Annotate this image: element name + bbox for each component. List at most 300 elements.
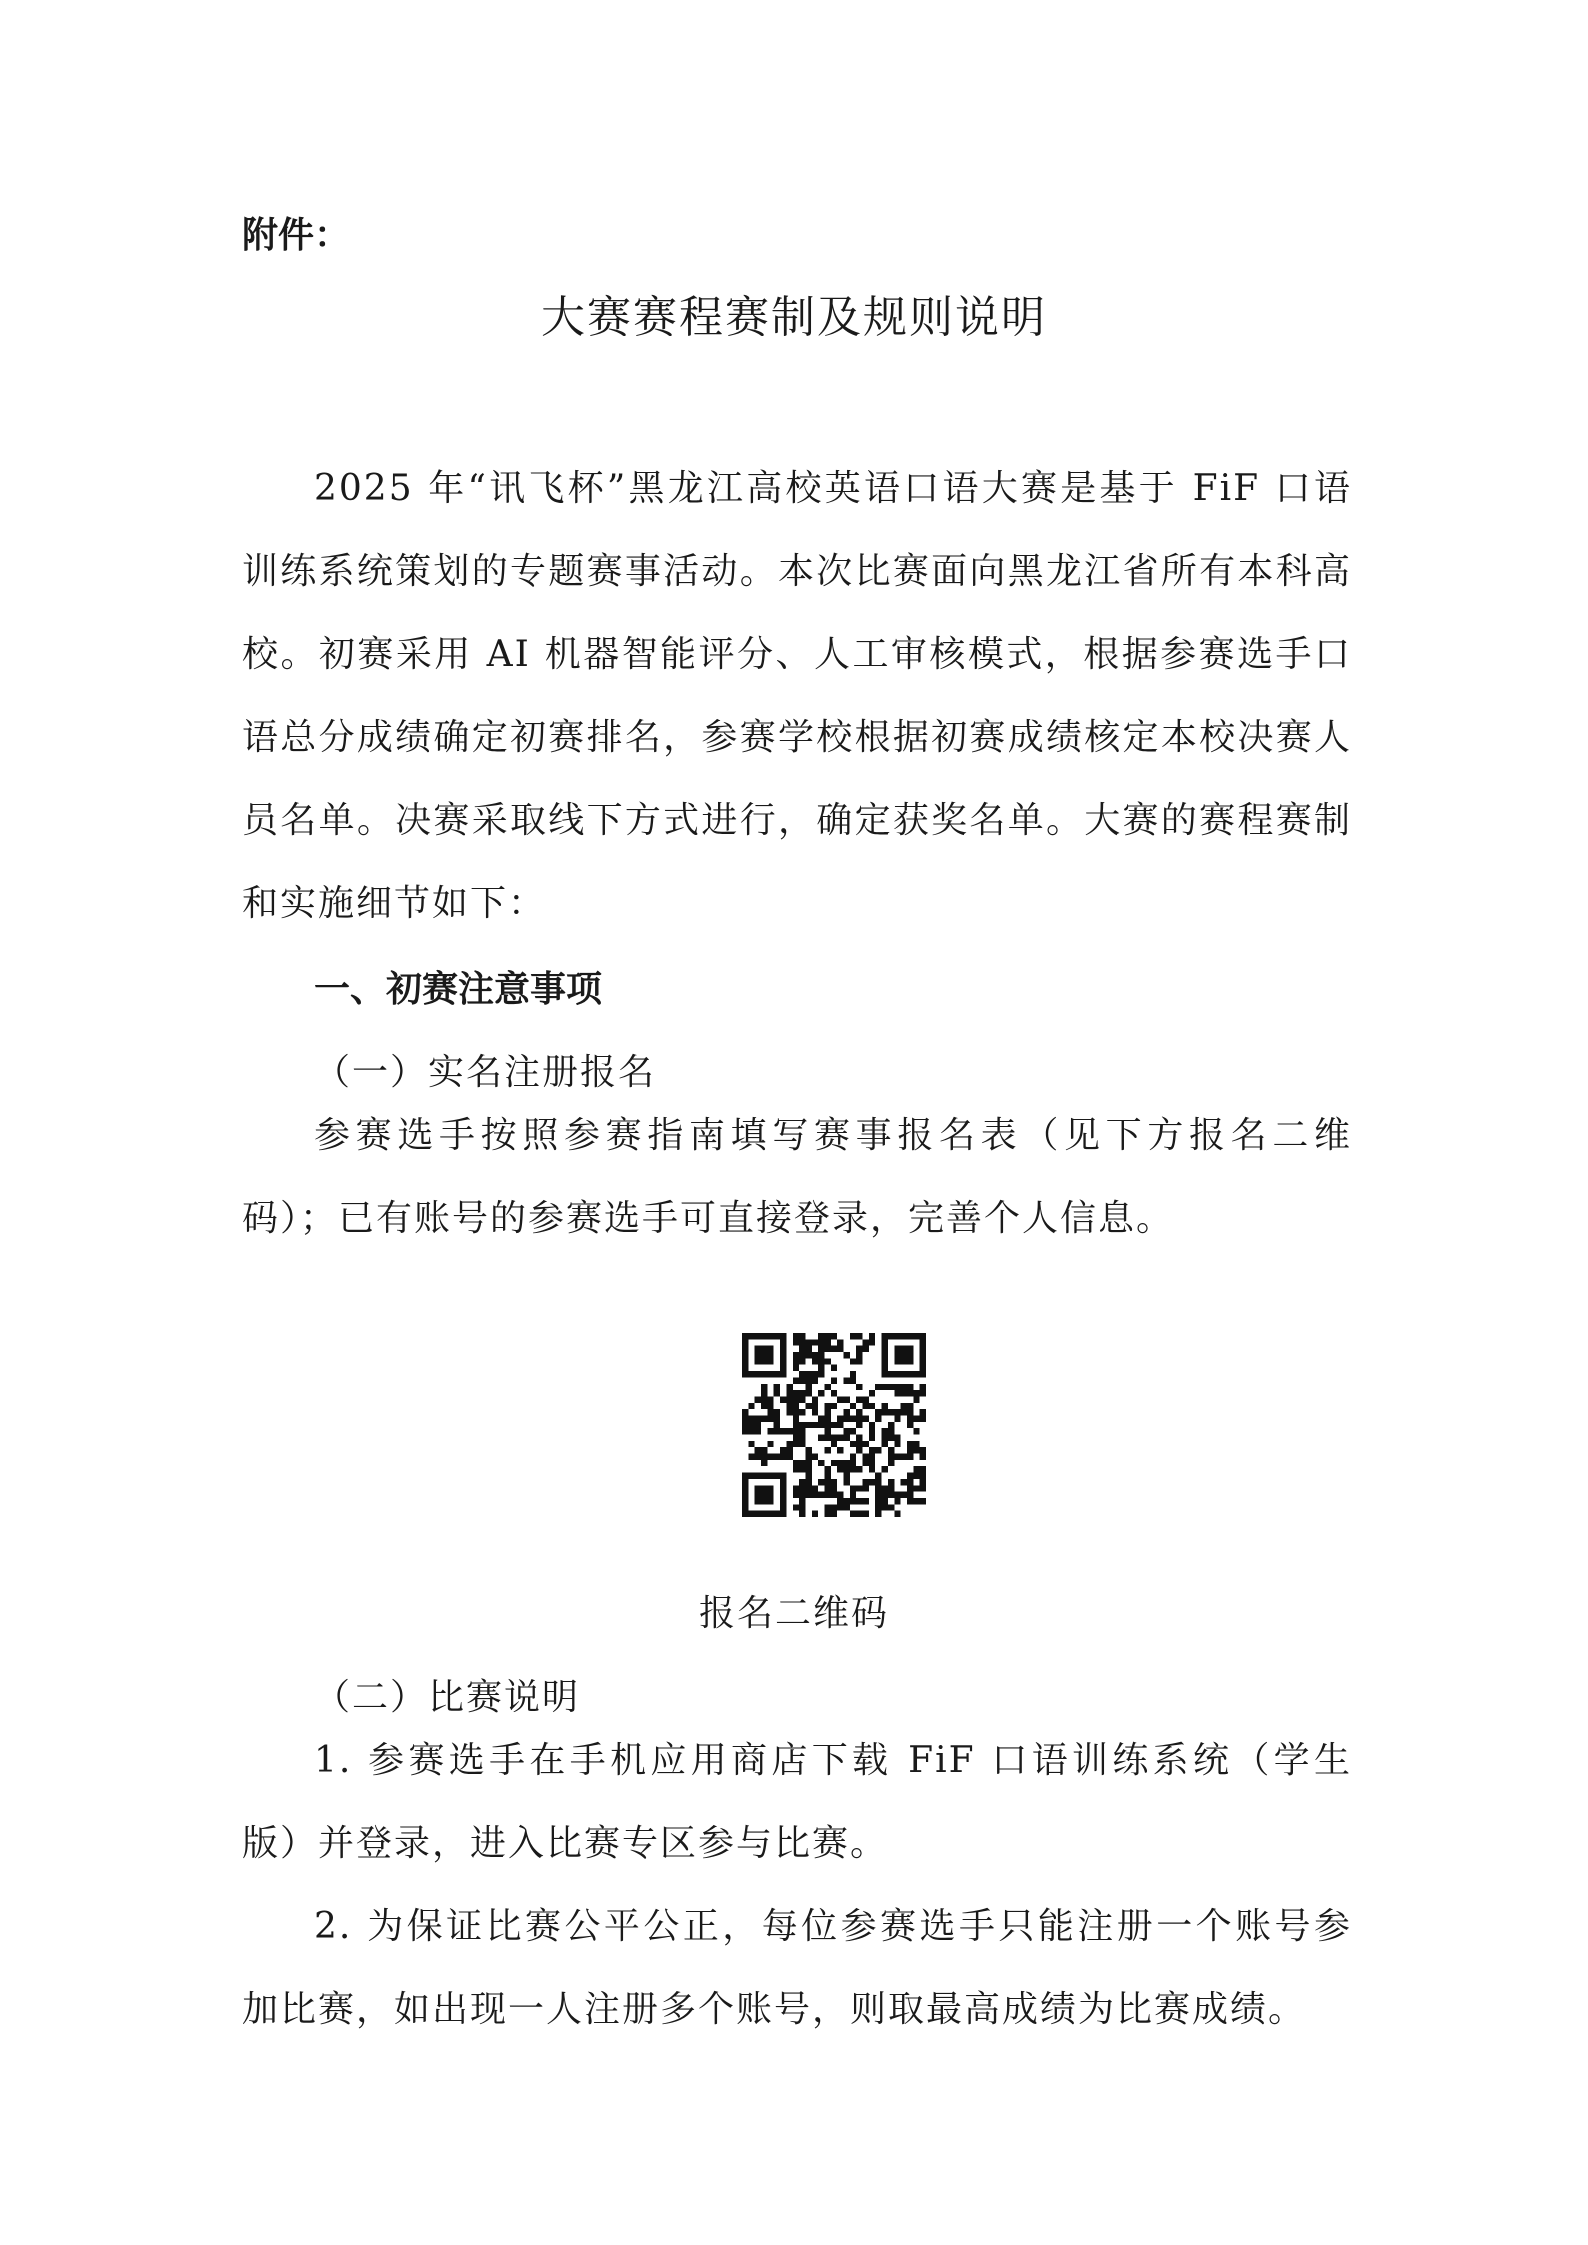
qr-module	[844, 1473, 850, 1479]
qr-module	[907, 1409, 913, 1415]
qr-module	[850, 1485, 856, 1491]
qr-module	[856, 1396, 862, 1402]
qr-module	[742, 1473, 748, 1479]
qr-module	[831, 1390, 837, 1396]
qr-module	[755, 1492, 761, 1498]
qr-module	[818, 1352, 824, 1358]
qr-module	[869, 1479, 875, 1485]
qr-module	[786, 1396, 792, 1402]
qr-module	[844, 1504, 850, 1510]
qr-module	[805, 1371, 811, 1377]
qr-module	[786, 1390, 792, 1396]
qr-module	[894, 1454, 900, 1460]
qr-module	[805, 1485, 811, 1491]
qr-module	[805, 1492, 811, 1498]
qr-module	[818, 1346, 824, 1352]
qr-module	[837, 1396, 843, 1402]
qr-module	[799, 1377, 805, 1383]
intro-paragraph: 2025 年“讯飞杯”黑龙江高校英语口语大赛是基于 FiF 口语训练系统策划的专题赛事活动。本次比赛面向黑龙江省所有本科高校。初赛采用 AI 机器智能评分、人工审核模式，根据参赛选手口语总分成绩确定初赛排名，参赛学校根据初赛成绩核定本校决赛人员名单。决赛采取线下方式进行，确定获奖名单。大赛的赛程赛制和实施细节如下：	[242, 468, 1352, 924]
qr-module	[907, 1447, 913, 1453]
qr-module	[805, 1403, 811, 1409]
qr-module	[882, 1441, 888, 1447]
qr-module	[907, 1485, 913, 1491]
qr-module	[824, 1403, 830, 1409]
qr-module	[780, 1492, 786, 1498]
qr-module	[793, 1435, 799, 1441]
qr-module	[742, 1409, 748, 1415]
qr-module	[831, 1422, 837, 1428]
qr-module	[863, 1339, 869, 1345]
qr-module	[818, 1435, 824, 1441]
qr-module	[799, 1333, 805, 1339]
qr-module	[761, 1492, 767, 1498]
qr-module	[907, 1422, 913, 1428]
qr-module	[831, 1479, 837, 1485]
attachment-label: 附件：	[242, 215, 351, 256]
qr-module	[793, 1485, 799, 1491]
qr-module	[755, 1358, 761, 1364]
qr-module	[888, 1422, 894, 1428]
qr-module	[831, 1435, 837, 1441]
qr-module	[786, 1447, 792, 1453]
qr-module	[882, 1346, 888, 1352]
qr-module	[761, 1390, 767, 1396]
qr-module	[901, 1403, 907, 1409]
qr-module	[755, 1422, 761, 1428]
qr-module	[812, 1492, 818, 1498]
qr-module	[812, 1396, 818, 1402]
qr-module	[755, 1333, 761, 1339]
qr-module	[869, 1460, 875, 1466]
qr-module	[748, 1403, 754, 1409]
qr-module	[793, 1339, 799, 1345]
qr-module	[818, 1333, 824, 1339]
qr-module	[913, 1371, 919, 1377]
qr-module	[774, 1384, 780, 1390]
qr-module	[894, 1498, 900, 1504]
qr-module	[786, 1384, 792, 1390]
qr-module	[767, 1473, 773, 1479]
qr-module	[837, 1435, 843, 1441]
qr-module	[844, 1498, 850, 1504]
qr-module	[780, 1365, 786, 1371]
qr-module	[793, 1492, 799, 1498]
qr-module	[875, 1511, 881, 1517]
qr-module	[920, 1384, 926, 1390]
qr-module	[793, 1358, 799, 1364]
qr-module	[875, 1479, 881, 1485]
qr-module	[888, 1371, 894, 1377]
qr-module	[799, 1485, 805, 1491]
qr-module	[780, 1371, 786, 1377]
qr-module	[901, 1492, 907, 1498]
qr-module	[920, 1352, 926, 1358]
qr-module	[824, 1358, 830, 1364]
qr-module	[742, 1365, 748, 1371]
registration-paragraph: 参赛选手按照参赛指南填写赛事报名表（见下方报名二维码）；已有账号的参赛选手可直接登录，完善个人信息。	[242, 1115, 1352, 1239]
qr-module	[850, 1460, 856, 1466]
qr-module	[748, 1422, 754, 1428]
qr-module	[869, 1333, 875, 1339]
qr-module	[805, 1479, 811, 1485]
qr-module	[888, 1492, 894, 1498]
qr-module	[793, 1403, 799, 1409]
qr-module	[818, 1339, 824, 1345]
qr-module	[818, 1415, 824, 1421]
qr-module	[742, 1352, 748, 1358]
qr-module	[748, 1511, 754, 1517]
qr-module	[894, 1371, 900, 1377]
qr-module	[863, 1479, 869, 1485]
qr-module	[920, 1498, 926, 1504]
qr-module	[894, 1358, 900, 1364]
qr-module	[799, 1466, 805, 1472]
qr-module	[837, 1339, 843, 1345]
qr-module	[882, 1435, 888, 1441]
qr-module	[856, 1358, 862, 1364]
qr-module	[767, 1441, 773, 1447]
qr-module	[767, 1428, 773, 1434]
qr-module	[767, 1333, 773, 1339]
qr-module	[894, 1441, 900, 1447]
qr-module	[869, 1447, 875, 1453]
qr-module	[761, 1511, 767, 1517]
qr-module	[799, 1479, 805, 1485]
qr-module	[755, 1396, 761, 1402]
qr-module	[850, 1466, 856, 1472]
qr-module	[901, 1454, 907, 1460]
qr-module	[863, 1454, 869, 1460]
qr-module	[761, 1396, 767, 1402]
qr-module	[799, 1358, 805, 1364]
qr-module	[888, 1460, 894, 1466]
qr-module	[780, 1511, 786, 1517]
qr-module	[774, 1473, 780, 1479]
qr-module	[812, 1403, 818, 1409]
qr-module	[907, 1358, 913, 1364]
qr-module	[812, 1511, 818, 1517]
qr-module	[818, 1492, 824, 1498]
qr-module	[780, 1358, 786, 1364]
qr-module	[894, 1384, 900, 1390]
qr-module	[767, 1358, 773, 1364]
qr-module	[761, 1352, 767, 1358]
qr-code-icon	[742, 1333, 926, 1517]
qr-module	[856, 1346, 862, 1352]
qr-module	[863, 1511, 869, 1517]
qr-module	[869, 1403, 875, 1409]
qr-module	[920, 1333, 926, 1339]
qr-module	[767, 1454, 773, 1460]
qr-module	[875, 1492, 881, 1498]
qr-module	[799, 1396, 805, 1402]
qr-module	[786, 1454, 792, 1460]
qr-module	[875, 1447, 881, 1453]
qr-module	[793, 1415, 799, 1421]
qr-module	[869, 1435, 875, 1441]
section-heading-preliminary: 一、初赛注意事项	[314, 969, 603, 1010]
qr-module	[907, 1479, 913, 1485]
qr-module	[837, 1498, 843, 1504]
qr-module	[818, 1371, 824, 1377]
qr-module	[748, 1441, 754, 1447]
qr-module	[742, 1498, 748, 1504]
qr-module	[875, 1498, 881, 1504]
qr-module	[742, 1479, 748, 1485]
qr-module	[863, 1485, 869, 1491]
qr-module	[894, 1435, 900, 1441]
qr-module	[844, 1479, 850, 1485]
qr-module	[875, 1504, 881, 1510]
qr-module	[875, 1473, 881, 1479]
qr-module	[793, 1352, 799, 1358]
qr-module	[863, 1460, 869, 1466]
qr-module	[913, 1396, 919, 1402]
qr-module	[799, 1390, 805, 1396]
qr-module	[742, 1333, 748, 1339]
qr-module	[894, 1415, 900, 1421]
qr-module	[907, 1473, 913, 1479]
qr-module	[824, 1504, 830, 1510]
qr-module	[856, 1352, 862, 1358]
qr-module	[742, 1422, 748, 1428]
qr-module	[793, 1504, 799, 1510]
qr-module	[761, 1460, 767, 1466]
qr-module	[850, 1492, 856, 1498]
qr-module	[761, 1485, 767, 1491]
qr-module	[742, 1504, 748, 1510]
qr-module	[793, 1460, 799, 1466]
qr-module	[844, 1435, 850, 1441]
qr-module	[799, 1428, 805, 1434]
qr-module	[818, 1365, 824, 1371]
qr-module	[856, 1333, 862, 1339]
qr-module	[812, 1358, 818, 1364]
qr-module	[805, 1422, 811, 1428]
qr-module	[850, 1441, 856, 1447]
qr-module	[882, 1498, 888, 1504]
qr-module	[831, 1460, 837, 1466]
qr-module	[869, 1466, 875, 1472]
qr-module	[774, 1409, 780, 1415]
document-title: 大赛赛程赛制及规则说明	[541, 292, 1047, 343]
qr-module	[882, 1384, 888, 1390]
qr-module	[767, 1396, 773, 1402]
qr-module	[882, 1403, 888, 1409]
qr-module	[913, 1333, 919, 1339]
qr-module	[805, 1390, 811, 1396]
qr-module	[761, 1371, 767, 1377]
qr-module	[920, 1485, 926, 1491]
qr-module	[837, 1492, 843, 1498]
qr-module	[901, 1390, 907, 1396]
qr-module	[793, 1390, 799, 1396]
qr-module	[780, 1339, 786, 1345]
qr-module	[920, 1365, 926, 1371]
qr-module	[824, 1479, 830, 1485]
qr-module	[888, 1479, 894, 1485]
qr-module	[812, 1352, 818, 1358]
qr-module	[755, 1447, 761, 1453]
qr-module	[844, 1352, 850, 1358]
qr-module	[742, 1371, 748, 1377]
qr-module	[844, 1396, 850, 1402]
qr-module	[875, 1485, 881, 1491]
qr-module	[913, 1473, 919, 1479]
qr-module	[882, 1339, 888, 1345]
qr-module	[742, 1492, 748, 1498]
qr-module	[901, 1409, 907, 1415]
qr-module	[793, 1377, 799, 1383]
qr-module	[863, 1396, 869, 1402]
qr-module	[907, 1454, 913, 1460]
qr-module	[882, 1358, 888, 1364]
qr-module	[894, 1409, 900, 1415]
qr-module	[799, 1441, 805, 1447]
qr-module	[888, 1428, 894, 1434]
qr-module	[799, 1352, 805, 1358]
qr-module	[755, 1454, 761, 1460]
qr-module	[869, 1428, 875, 1434]
qr-module	[856, 1422, 862, 1428]
qr-module	[774, 1422, 780, 1428]
qr-module	[774, 1415, 780, 1421]
qr-module	[920, 1454, 926, 1460]
qr-module	[812, 1371, 818, 1377]
qr-module	[894, 1333, 900, 1339]
qr-module	[767, 1346, 773, 1352]
qr-module	[856, 1511, 862, 1517]
qr-module	[888, 1454, 894, 1460]
qr-module	[856, 1498, 862, 1504]
qr-module	[755, 1498, 761, 1504]
qr-module	[799, 1409, 805, 1415]
qr-module	[812, 1339, 818, 1345]
qr-module	[774, 1454, 780, 1460]
qr-module	[850, 1371, 856, 1377]
qr-module	[875, 1384, 881, 1390]
qr-module	[780, 1396, 786, 1402]
qr-module	[901, 1352, 907, 1358]
qr-module	[856, 1435, 862, 1441]
qr-module	[755, 1371, 761, 1377]
qr-module	[742, 1339, 748, 1345]
qr-module	[869, 1454, 875, 1460]
qr-module	[894, 1492, 900, 1498]
qr-module	[780, 1498, 786, 1504]
qr-module	[767, 1498, 773, 1504]
qr-module	[837, 1504, 843, 1510]
qr-module	[863, 1441, 869, 1447]
qr-module	[793, 1422, 799, 1428]
qr-module	[799, 1492, 805, 1498]
subsection-heading-registration: （一）实名注册报名	[314, 1052, 657, 1093]
qr-module	[761, 1454, 767, 1460]
qr-module	[799, 1511, 805, 1517]
qr-module	[920, 1346, 926, 1352]
qr-module	[901, 1384, 907, 1390]
qr-module	[882, 1504, 888, 1510]
qr-module	[812, 1409, 818, 1415]
qr-module	[907, 1371, 913, 1377]
qr-module	[894, 1346, 900, 1352]
qr-module	[824, 1473, 830, 1479]
qr-module	[793, 1365, 799, 1371]
qr-module	[869, 1422, 875, 1428]
qr-module	[755, 1511, 761, 1517]
qr-module	[837, 1422, 843, 1428]
qr-module	[850, 1415, 856, 1421]
qr-module	[920, 1473, 926, 1479]
qr-module	[748, 1454, 754, 1460]
qr-module	[920, 1466, 926, 1472]
qr-module	[780, 1454, 786, 1460]
qr-module	[761, 1358, 767, 1364]
qr-module	[844, 1415, 850, 1421]
qr-module	[831, 1403, 837, 1409]
qr-module	[742, 1511, 748, 1517]
qr-module	[907, 1384, 913, 1390]
qr-module	[761, 1403, 767, 1409]
qr-module	[882, 1365, 888, 1371]
qr-module	[882, 1492, 888, 1498]
qr-module	[882, 1352, 888, 1358]
qr-module	[863, 1415, 869, 1421]
qr-module	[913, 1485, 919, 1491]
qr-module	[831, 1485, 837, 1491]
qr-module	[882, 1466, 888, 1472]
qr-module	[767, 1371, 773, 1377]
qr-module	[805, 1447, 811, 1453]
qr-module	[767, 1352, 773, 1358]
qr-module	[920, 1479, 926, 1485]
qr-module	[837, 1466, 843, 1472]
qr-module	[850, 1498, 856, 1504]
qr-module	[837, 1346, 843, 1352]
qr-module	[824, 1409, 830, 1415]
qr-module	[831, 1492, 837, 1498]
qr-module	[920, 1447, 926, 1453]
qr-module	[799, 1339, 805, 1345]
qr-module	[761, 1498, 767, 1504]
qr-module	[888, 1435, 894, 1441]
qr-module	[844, 1409, 850, 1415]
qr-module	[742, 1346, 748, 1352]
qr-module	[755, 1428, 761, 1434]
qr-module	[888, 1504, 894, 1510]
qr-module	[805, 1460, 811, 1466]
qr-module	[805, 1466, 811, 1472]
qr-module	[761, 1447, 767, 1453]
qr-module	[742, 1485, 748, 1491]
qr-module	[888, 1409, 894, 1415]
qr-module	[831, 1511, 837, 1517]
qr-module	[755, 1473, 761, 1479]
qr-module	[913, 1415, 919, 1421]
qr-module	[856, 1441, 862, 1447]
qr-module	[875, 1415, 881, 1421]
qr-module	[920, 1415, 926, 1421]
qr-module	[818, 1358, 824, 1364]
qr-module	[888, 1485, 894, 1491]
qr-module	[907, 1415, 913, 1421]
qr-code-graphic	[742, 1333, 926, 1517]
qr-module	[786, 1409, 792, 1415]
qr-module	[850, 1333, 856, 1339]
qr-module	[799, 1498, 805, 1504]
qr-module	[742, 1428, 748, 1434]
qr-module	[920, 1358, 926, 1364]
